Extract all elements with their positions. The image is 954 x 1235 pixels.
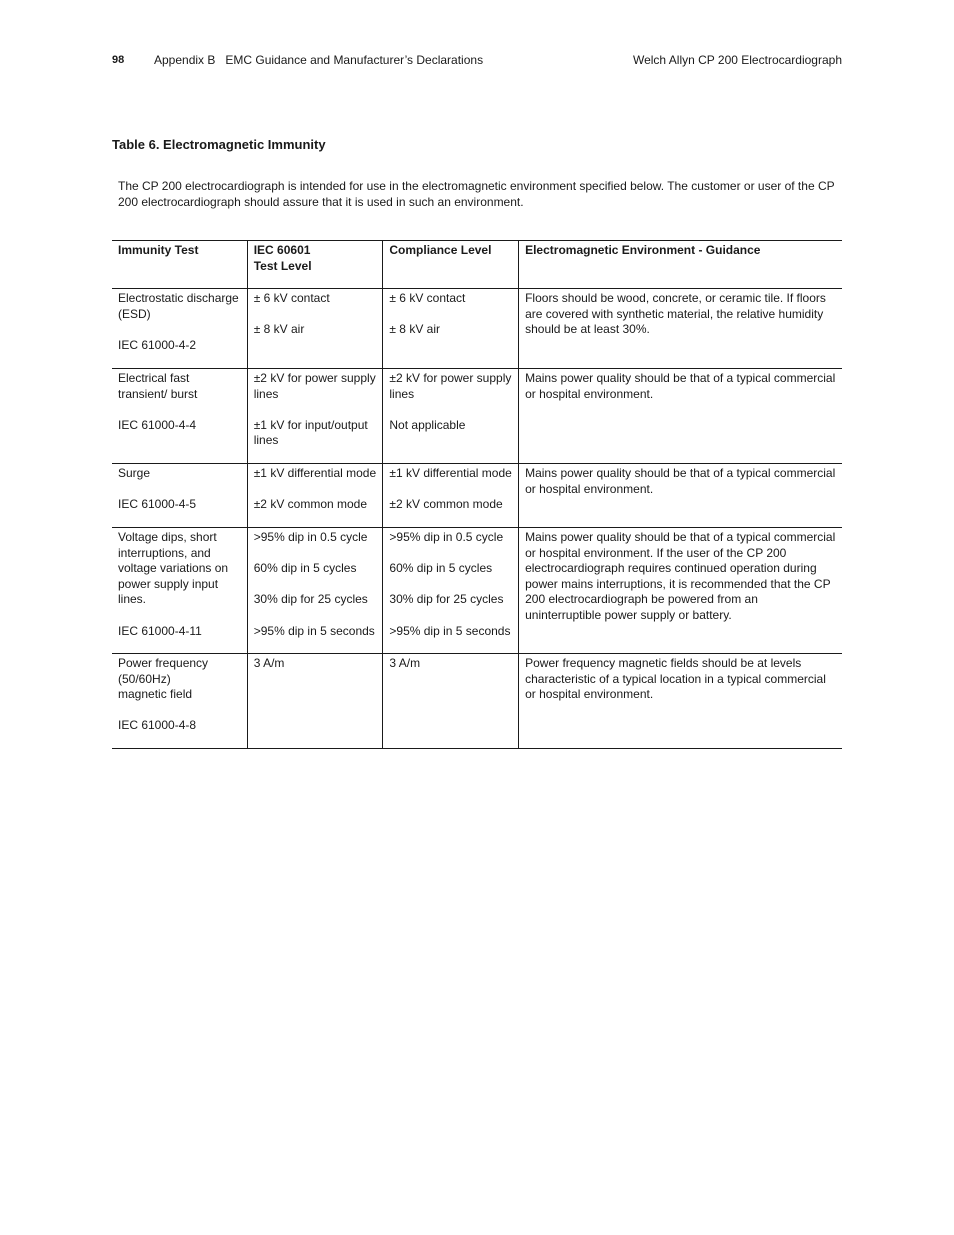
test-standard: IEC 61000-4-5	[118, 497, 197, 512]
test-name: Electrostatic discharge (ESD)	[118, 291, 239, 321]
level-item: 30% dip for 25 cycles	[253, 592, 368, 607]
header-test-level	[247, 241, 383, 289]
compliance-item: ± 6 kV contact	[389, 291, 466, 305]
header-test-level-line1: IEC 60601	[253, 243, 311, 257]
cell-compliance-level	[383, 369, 519, 464]
test-standard: IEC 61000-4-4	[118, 417, 197, 432]
table-row	[112, 369, 842, 464]
cell-compliance-level	[383, 289, 519, 369]
test-name: Surge	[118, 466, 151, 480]
compliance-item: 3 A/m	[389, 656, 421, 670]
cell-test-level	[247, 654, 383, 749]
level-item: ±1 kV differential mode	[253, 466, 377, 480]
test-name-line: magnetic field	[118, 687, 193, 702]
intro-paragraph: The CP 200 electrocardiograph is intended for use in the electromagnetic environment specified below. The customer or user of the CP 200 electrocardiograph should assure that it is used in such an environment.	[118, 179, 835, 209]
test-name: Voltage dips, short interruptions, and voltage variations on power supply input lines.	[118, 530, 229, 607]
compliance-item: ± 8 kV air	[389, 322, 440, 337]
cell-test-level	[247, 369, 383, 464]
header-immunity-test: Immunity Test	[112, 241, 247, 289]
header-test-level-line2: Test Level	[253, 258, 312, 273]
cell-test-level	[247, 528, 383, 654]
table-row	[112, 464, 842, 528]
compliance-item: ±2 kV common mode	[389, 497, 503, 512]
header-compliance-level: Compliance Level	[383, 241, 519, 289]
cell-immunity-test	[112, 464, 247, 528]
cell-guidance: Mains power quality should be that of a typical commercial or hospital environment.	[519, 464, 842, 528]
cell-immunity-test	[112, 289, 247, 369]
cell-compliance-level	[383, 464, 519, 528]
table-header-row	[112, 241, 842, 289]
cell-test-level	[247, 289, 383, 369]
cell-guidance: Floors should be wood, concrete, or ceramic tile. If floors are covered with synthetic material, the relative humidity should be at least 30%.	[519, 289, 842, 369]
document-title: Welch Allyn CP 200 Electrocardiograph	[632, 53, 842, 67]
header-guidance: Electromagnetic Environment - Guidance	[519, 241, 842, 289]
level-item: ±2 kV common mode	[253, 497, 368, 512]
section-title: Appendix B EMC Guidance and Manufacturer’s Declarations	[154, 53, 484, 67]
test-standard: IEC 61000-4-2	[118, 337, 197, 352]
level-item: ± 6 kV contact	[253, 291, 330, 305]
compliance-item: ±1 kV differential mode	[389, 466, 512, 480]
cell-guidance: Power frequency magnetic fields should be at levels characteristic of a typical location in a typical commercial or hospital environment.	[519, 654, 842, 749]
cell-guidance: Mains power quality should be that of a typical commercial or hospital environment. If the user of the CP 200 electrocardiograph requires continued operation during power mains interruptions, it is recommended that the CP 200 electrocardiograph be powered from an uninterruptible power supply or battery.	[519, 528, 842, 654]
cell-compliance-level	[383, 528, 519, 654]
level-item: ±1 kV for input/output lines	[253, 417, 368, 448]
test-name-line: Power frequency	[118, 656, 209, 670]
compliance-item: Not applicable	[389, 417, 466, 432]
cell-guidance: Mains power quality should be that of a typical commercial or hospital environment.	[519, 369, 842, 464]
page-header	[112, 52, 842, 70]
test-standard: IEC 61000-4-11	[118, 623, 202, 638]
compliance-item: >95% dip in 5 seconds	[389, 623, 511, 638]
level-item: 3 A/m	[253, 656, 285, 670]
level-item: 60% dip in 5 cycles	[253, 561, 357, 576]
table-row	[112, 528, 842, 654]
level-item: ±2 kV for power supply lines	[253, 371, 376, 401]
page-number: 98	[112, 54, 125, 66]
cell-compliance-level	[383, 654, 519, 749]
test-standard: IEC 61000-4-8	[118, 718, 197, 733]
test-name: Electrical fast transient/ burst	[118, 371, 198, 401]
level-item: >95% dip in 5 seconds	[253, 623, 375, 638]
table-row	[112, 654, 842, 749]
compliance-item: 60% dip in 5 cycles	[389, 561, 493, 576]
level-item: >95% dip in 0.5 cycle	[253, 530, 368, 544]
table-row	[112, 289, 842, 369]
compliance-item: 30% dip for 25 cycles	[389, 592, 504, 607]
compliance-item: ±2 kV for power supply lines	[389, 371, 512, 401]
table-caption: Table 6. Electromagnetic Immunity	[112, 137, 326, 152]
cell-immunity-test	[112, 369, 247, 464]
level-item: ± 8 kV air	[253, 322, 305, 337]
cell-immunity-test	[112, 528, 247, 654]
immunity-table	[112, 240, 842, 749]
test-name-line: (50/60Hz)	[118, 671, 171, 686]
compliance-item: >95% dip in 0.5 cycle	[389, 530, 504, 544]
cell-immunity-test	[112, 654, 247, 749]
cell-test-level	[247, 464, 383, 528]
